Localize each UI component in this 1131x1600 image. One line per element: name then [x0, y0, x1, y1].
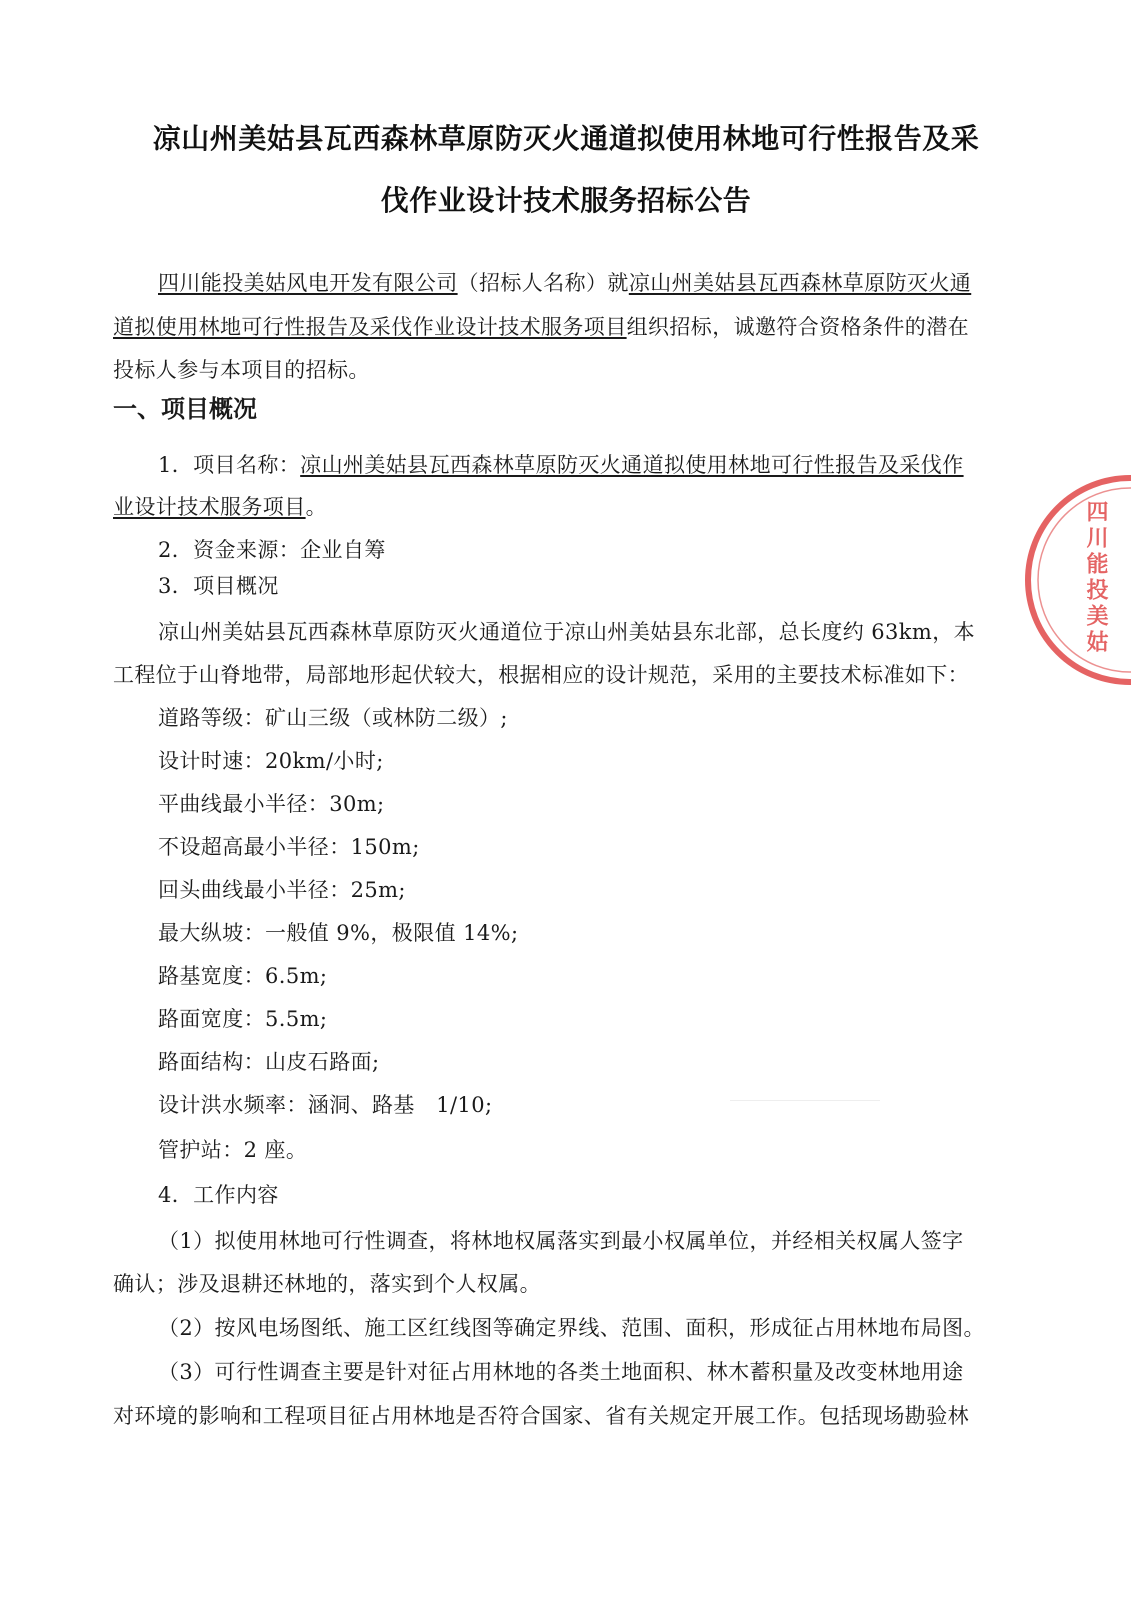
standard-min-radius: 平曲线最小半径：30m; — [158, 792, 385, 816]
standard-no-superelevation-radius: 不设超高最小半径：150m; — [158, 835, 420, 859]
scan-artifact — [730, 1100, 880, 1101]
project-name-2: 道拟使用林地可行性报告及采伐作业设计技术服务项目 — [113, 315, 627, 339]
standard-flood-frequency: 设计洪水频率：涵洞、路基 1/10; — [158, 1093, 493, 1117]
standard-road-grade: 道路等级：矿山三级（或林防二级）; — [158, 706, 508, 730]
standard-pavement-structure: 路面结构：山皮石路面; — [158, 1050, 380, 1074]
intro-line-2 — [113, 312, 969, 342]
standard-subgrade-width: 路基宽度：6.5m; — [158, 964, 328, 988]
item4-p3-line-2: 对环境的影响和工程项目征占用林地是否符合国家、省有关规定开展工作。包括现场勘验林 — [113, 1404, 969, 1428]
item4-p1-line-2: 确认；涉及退耕还林地的，落实到个人权属。 — [113, 1272, 541, 1296]
project-name-1: 凉山州美姑县瓦西森林草原防灭火通 — [628, 271, 972, 295]
standard-max-grade: 最大纵坡：一般值 9%，极限值 14%; — [158, 921, 519, 945]
intro-text-2: 组织招标，诚邀符合资格条件的潜在 — [626, 315, 970, 339]
intro-line-1 — [158, 268, 971, 298]
standard-stations: 管护站：2 座。 — [158, 1138, 308, 1162]
standard-pavement-width: 路面宽度：5.5m; — [158, 1007, 328, 1031]
document-title — [112, 108, 1020, 232]
standard-hairpin-radius: 回头曲线最小半径：25m; — [158, 878, 406, 902]
item1-project-name-2: 业设计技术服务项目 — [113, 495, 306, 519]
item4-p3-line-1: （3）可行性调查主要是针对征占用林地的各类土地面积、林木蓄积量及改变林地用途 — [158, 1360, 964, 1384]
title-line-1: 凉山州美姑县瓦西森林草原防灭火通道拟使用林地可行性报告及采 — [152, 122, 980, 155]
item4-p1-line-1: （1）拟使用林地可行性调查，将林地权属落实到最小权属单位，并经相关权属人签字 — [158, 1229, 964, 1253]
section-heading-1: 一、项目概况 — [113, 395, 257, 423]
standard-design-speed: 设计时速：20km/小时; — [158, 749, 384, 773]
item2-funding: 2．资金来源：企业自筹 — [158, 538, 386, 562]
item4-p2-line-1: （2）按风电场图纸、施工区红线图等确定界线、范围、面积，形成征占用林地布局图。 — [158, 1316, 985, 1340]
item3-para-2: 工程位于山脊地带，局部地形起伏较大，根据相应的设计规范，采用的主要技术标准如下： — [113, 663, 969, 687]
item1-end: 。 — [305, 495, 328, 519]
bidder-name: 四川能投美姑风电开发有限公司 — [158, 271, 458, 295]
title-line-2: 伐作业设计技术服务招标公告 — [380, 184, 752, 217]
item1-label: 1．项目名称： — [158, 453, 301, 477]
item4-heading: 4．工作内容 — [158, 1183, 279, 1207]
item1-line-2 — [113, 492, 327, 522]
item3-para-1: 凉山州美姑县瓦西森林草原防灭火通道位于凉山州美姑县东北部，总长度约 63km，本 — [158, 620, 976, 644]
item3-heading: 3．项目概况 — [158, 574, 279, 598]
item1-project-name-1: 凉山州美姑县瓦西森林草原防灭火通道拟使用林地可行性报告及采伐作 — [300, 453, 964, 477]
intro-line-3: 投标人参与本项目的招标。 — [113, 358, 370, 382]
intro-text-1: （招标人名称）就 — [457, 271, 629, 295]
seal-text: 四川能投美姑 — [1083, 500, 1109, 656]
item1-line-1 — [158, 450, 964, 480]
company-seal — [1018, 460, 1131, 700]
